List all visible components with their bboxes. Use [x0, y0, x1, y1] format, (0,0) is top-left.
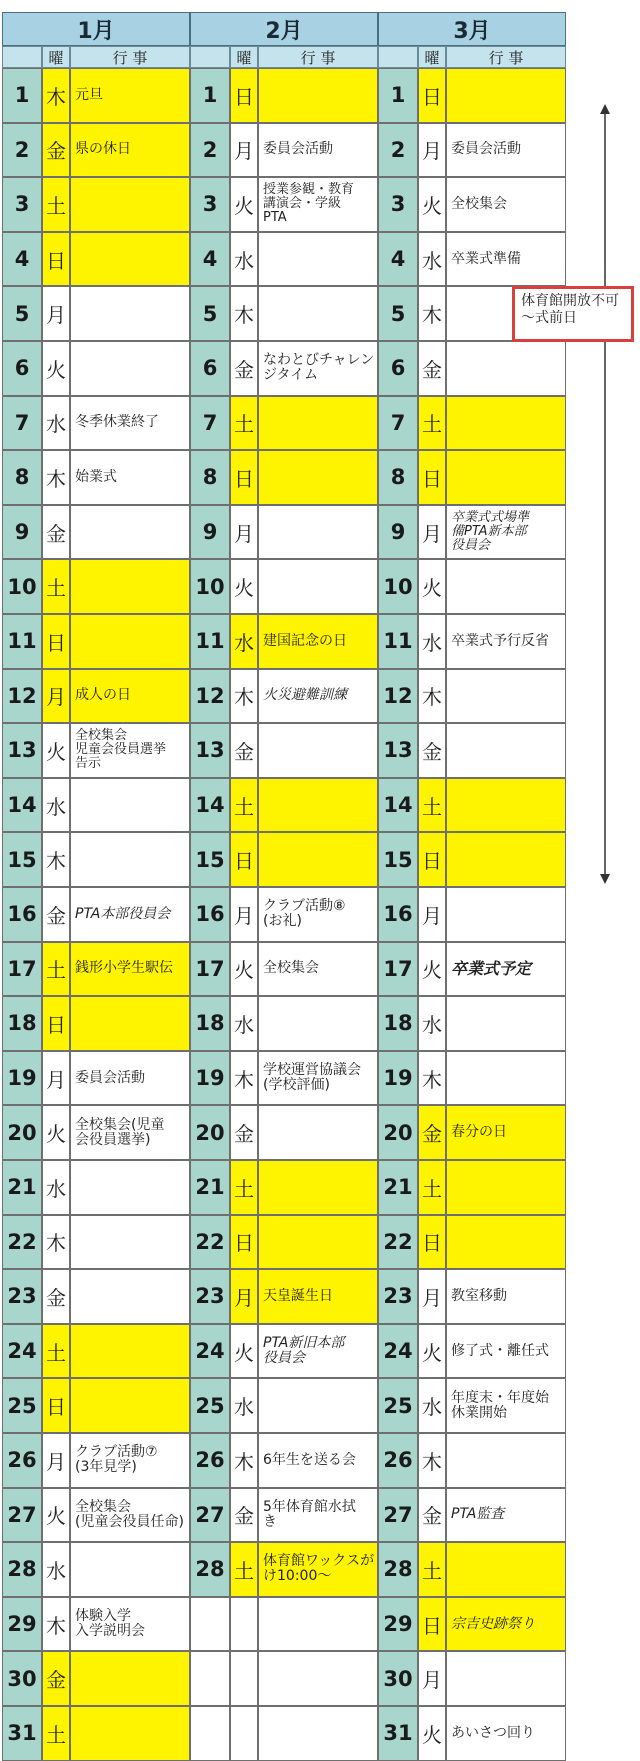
- day-number: 22: [190, 1215, 230, 1270]
- weekday: 月: [418, 123, 446, 178]
- empty-cell: [230, 1597, 258, 1652]
- day-number: 10: [190, 559, 230, 614]
- weekday: 月: [42, 669, 70, 724]
- event-cell: [446, 887, 566, 942]
- day-number: 7: [378, 396, 418, 451]
- day-number: 21: [378, 1160, 418, 1215]
- day-number: 8: [378, 450, 418, 505]
- event-cell: [446, 778, 566, 833]
- event-cell: 教室移動: [446, 1269, 566, 1324]
- event-cell: 全校集会: [446, 177, 566, 232]
- event-cell: [446, 1542, 566, 1597]
- day-number: 18: [190, 996, 230, 1051]
- weekday: 水: [418, 232, 446, 287]
- empty-cell: [258, 1651, 378, 1706]
- day-number: 14: [190, 778, 230, 833]
- weekday: 金: [230, 723, 258, 778]
- event-cell: 委員会活動: [446, 123, 566, 178]
- weekday-header: 曜: [418, 46, 446, 68]
- event-cell: [258, 1378, 378, 1433]
- event-cell: PTA本部役員会: [70, 887, 190, 942]
- event-cell: [258, 778, 378, 833]
- weekday: 金: [230, 1105, 258, 1160]
- weekday: 日: [230, 832, 258, 887]
- weekday: 土: [42, 942, 70, 997]
- period-arrow-icon: [600, 104, 610, 884]
- weekday: 金: [42, 1651, 70, 1706]
- weekday: 水: [230, 996, 258, 1051]
- weekday: 木: [418, 1051, 446, 1106]
- weekday: 土: [230, 396, 258, 451]
- weekday: 日: [418, 450, 446, 505]
- event-cell: [446, 68, 566, 123]
- day-number: 3: [2, 177, 42, 232]
- blank-header: [190, 46, 230, 68]
- weekday: 月: [42, 1051, 70, 1106]
- day-number: 20: [378, 1105, 418, 1160]
- event-cell: [70, 1651, 190, 1706]
- weekday: 日: [418, 1597, 446, 1652]
- day-number: 10: [2, 559, 42, 614]
- event-cell: [446, 341, 566, 396]
- empty-cell: [190, 1597, 230, 1652]
- weekday: 木: [42, 832, 70, 887]
- event-cell: 卒業式式場準 備PTA新本部 役員会: [446, 505, 566, 560]
- day-number: 28: [2, 1542, 42, 1597]
- weekday: 土: [42, 559, 70, 614]
- weekday: 水: [418, 996, 446, 1051]
- day-number: 30: [378, 1651, 418, 1706]
- weekday: 金: [230, 1488, 258, 1543]
- day-number: 14: [378, 778, 418, 833]
- weekday: 水: [418, 1378, 446, 1433]
- event-cell: [446, 396, 566, 451]
- blank-header: [2, 46, 42, 68]
- event-cell: [70, 1378, 190, 1433]
- empty-cell: [190, 1706, 230, 1761]
- event-cell: [446, 1160, 566, 1215]
- event-cell: [446, 450, 566, 505]
- weekday: 日: [42, 232, 70, 287]
- weekday: 水: [42, 1542, 70, 1597]
- weekday: 木: [418, 286, 446, 341]
- event-cell: [70, 1215, 190, 1270]
- weekday: 月: [230, 505, 258, 560]
- day-number: 31: [2, 1706, 42, 1761]
- day-number: 6: [190, 341, 230, 396]
- event-cell: あいさつ回り: [446, 1706, 566, 1761]
- weekday: 火: [418, 177, 446, 232]
- day-number: 20: [2, 1105, 42, 1160]
- event-cell: 天皇誕生日: [258, 1269, 378, 1324]
- day-number: 20: [190, 1105, 230, 1160]
- blank-header: [378, 46, 418, 68]
- event-cell: [70, 996, 190, 1051]
- weekday: 火: [230, 177, 258, 232]
- event-cell: 授業参観・教育 講演会・学級 PTA: [258, 177, 378, 232]
- day-number: 12: [2, 669, 42, 724]
- day-number: 23: [2, 1269, 42, 1324]
- weekday: 月: [42, 1433, 70, 1488]
- day-number: 3: [378, 177, 418, 232]
- day-number: 17: [378, 942, 418, 997]
- event-cell: [446, 559, 566, 614]
- empty-cell: [190, 1651, 230, 1706]
- weekday: 火: [418, 1324, 446, 1379]
- day-number: 25: [190, 1378, 230, 1433]
- event-cell: [258, 559, 378, 614]
- weekday: 金: [42, 1269, 70, 1324]
- weekday: 木: [418, 1433, 446, 1488]
- day-number: 13: [378, 723, 418, 778]
- day-number: 2: [2, 123, 42, 178]
- day-number: 14: [2, 778, 42, 833]
- weekday: 日: [418, 1215, 446, 1270]
- day-number: 9: [2, 505, 42, 560]
- event-cell: 銭形小学生駅伝: [70, 942, 190, 997]
- empty-cell: [230, 1651, 258, 1706]
- day-number: 15: [2, 832, 42, 887]
- weekday: 金: [230, 341, 258, 396]
- weekday: 水: [230, 1378, 258, 1433]
- month-header: 2月: [190, 12, 378, 46]
- day-number: 27: [378, 1488, 418, 1543]
- day-number: 10: [378, 559, 418, 614]
- event-cell: [446, 1215, 566, 1270]
- day-number: 18: [2, 996, 42, 1051]
- weekday: 土: [418, 778, 446, 833]
- event-cell: 体育館ワックスが け10:00～: [258, 1542, 378, 1597]
- weekday: 土: [418, 1542, 446, 1597]
- day-number: 27: [190, 1488, 230, 1543]
- event-cell: 年度末・年度始 休業開始: [446, 1378, 566, 1433]
- weekday: 日: [230, 1215, 258, 1270]
- day-number: 24: [2, 1324, 42, 1379]
- day-number: 21: [2, 1160, 42, 1215]
- weekday: 金: [42, 505, 70, 560]
- event-cell: 成人の日: [70, 669, 190, 724]
- day-number: 9: [190, 505, 230, 560]
- weekday: 火: [230, 559, 258, 614]
- weekday: 月: [230, 1269, 258, 1324]
- event-cell: [446, 1433, 566, 1488]
- weekday: 月: [230, 123, 258, 178]
- day-number: 28: [190, 1542, 230, 1597]
- empty-cell: [230, 1706, 258, 1761]
- weekday: 日: [42, 996, 70, 1051]
- weekday: 火: [42, 1488, 70, 1543]
- weekday: 金: [418, 1488, 446, 1543]
- weekday: 金: [42, 123, 70, 178]
- day-number: 5: [190, 286, 230, 341]
- weekday: 土: [42, 177, 70, 232]
- event-cell: [258, 1215, 378, 1270]
- weekday: 木: [230, 1433, 258, 1488]
- event-cell: [70, 1706, 190, 1761]
- day-number: 15: [190, 832, 230, 887]
- event-cell: [70, 1324, 190, 1379]
- event-cell: 卒業式準備: [446, 232, 566, 287]
- event-cell: 体験入学 入学説明会: [70, 1597, 190, 1652]
- event-header: 行 事: [70, 46, 190, 68]
- weekday: 木: [42, 68, 70, 123]
- event-cell: 全校集会(児童 会役員選挙): [70, 1105, 190, 1160]
- event-cell: [258, 396, 378, 451]
- event-cell: クラブ活動⑦ (3年見学): [70, 1433, 190, 1488]
- day-number: 24: [190, 1324, 230, 1379]
- weekday: 月: [418, 1269, 446, 1324]
- day-number: 1: [2, 68, 42, 123]
- weekday: 日: [418, 68, 446, 123]
- event-cell: [258, 1160, 378, 1215]
- weekday: 土: [42, 1324, 70, 1379]
- event-cell: 卒業式予定: [446, 942, 566, 997]
- weekday: 日: [42, 614, 70, 669]
- weekday: 水: [230, 232, 258, 287]
- event-cell: 全校集会: [258, 942, 378, 997]
- day-number: 2: [190, 123, 230, 178]
- event-cell: クラブ活動⑧ (お礼): [258, 887, 378, 942]
- day-number: 25: [378, 1378, 418, 1433]
- event-cell: 委員会活動: [70, 1051, 190, 1106]
- weekday: 火: [42, 723, 70, 778]
- day-number: 27: [2, 1488, 42, 1543]
- day-number: 11: [378, 614, 418, 669]
- day-number: 4: [2, 232, 42, 287]
- event-cell: 5年体育館水拭 き: [258, 1488, 378, 1543]
- day-number: 1: [190, 68, 230, 123]
- weekday: 火: [230, 1324, 258, 1379]
- day-number: 23: [190, 1269, 230, 1324]
- day-number: 6: [378, 341, 418, 396]
- event-cell: 火災避難訓練: [258, 669, 378, 724]
- weekday: 火: [230, 942, 258, 997]
- event-cell: 県の休日: [70, 123, 190, 178]
- day-number: 4: [190, 232, 230, 287]
- weekday: 木: [418, 669, 446, 724]
- month-header: 1月: [2, 12, 190, 46]
- event-cell: [70, 832, 190, 887]
- day-number: 13: [190, 723, 230, 778]
- event-cell: 建国記念の日: [258, 614, 378, 669]
- event-cell: 委員会活動: [258, 123, 378, 178]
- day-number: 13: [2, 723, 42, 778]
- day-number: 23: [378, 1269, 418, 1324]
- event-cell: [70, 559, 190, 614]
- event-cell: [70, 1269, 190, 1324]
- day-number: 5: [2, 286, 42, 341]
- event-cell: [258, 68, 378, 123]
- event-cell: [70, 177, 190, 232]
- day-number: 26: [378, 1433, 418, 1488]
- weekday: 水: [42, 778, 70, 833]
- event-header: 行 事: [258, 46, 378, 68]
- day-number: 1: [378, 68, 418, 123]
- event-cell: [70, 286, 190, 341]
- day-number: 26: [190, 1433, 230, 1488]
- event-cell: [70, 778, 190, 833]
- event-cell: [446, 669, 566, 724]
- weekday: 木: [230, 669, 258, 724]
- event-cell: [258, 723, 378, 778]
- weekday: 日: [230, 68, 258, 123]
- event-cell: [446, 1051, 566, 1106]
- weekday: 日: [230, 450, 258, 505]
- day-number: 29: [2, 1597, 42, 1652]
- day-number: 2: [378, 123, 418, 178]
- event-cell: 冬季休業終了: [70, 396, 190, 451]
- day-number: 3: [190, 177, 230, 232]
- event-cell: PTA監査: [446, 1488, 566, 1543]
- weekday: 木: [42, 450, 70, 505]
- weekday-header: 曜: [42, 46, 70, 68]
- weekday: 日: [418, 832, 446, 887]
- weekday: 金: [42, 887, 70, 942]
- weekday: 火: [418, 559, 446, 614]
- event-cell: 修了式・離任式: [446, 1324, 566, 1379]
- weekday: 月: [418, 505, 446, 560]
- day-number: 21: [190, 1160, 230, 1215]
- day-number: 26: [2, 1433, 42, 1488]
- gym-closure-note: 体育館開放不可 ～式前日: [512, 286, 634, 342]
- weekday: 月: [418, 887, 446, 942]
- weekday: 土: [230, 778, 258, 833]
- day-number: 7: [190, 396, 230, 451]
- event-cell: [446, 996, 566, 1051]
- event-cell: [446, 832, 566, 887]
- weekday: 木: [230, 1051, 258, 1106]
- weekday: 木: [42, 1597, 70, 1652]
- event-cell: 宗吉史跡祭り: [446, 1597, 566, 1652]
- day-number: 12: [190, 669, 230, 724]
- event-cell: [446, 1651, 566, 1706]
- weekday: 火: [42, 1105, 70, 1160]
- day-number: 8: [190, 450, 230, 505]
- day-number: 4: [378, 232, 418, 287]
- day-number: 6: [2, 341, 42, 396]
- weekday: 水: [230, 614, 258, 669]
- day-number: 11: [2, 614, 42, 669]
- weekday: 土: [230, 1542, 258, 1597]
- event-cell: 始業式: [70, 450, 190, 505]
- event-cell: [70, 341, 190, 396]
- day-number: 17: [2, 942, 42, 997]
- weekday: 金: [418, 1105, 446, 1160]
- event-cell: 春分の日: [446, 1105, 566, 1160]
- event-cell: [258, 232, 378, 287]
- day-number: 5: [378, 286, 418, 341]
- event-cell: [258, 996, 378, 1051]
- event-cell: [70, 505, 190, 560]
- weekday: 土: [418, 1160, 446, 1215]
- weekday: 土: [42, 1706, 70, 1761]
- day-number: 19: [190, 1051, 230, 1106]
- day-number: 16: [2, 887, 42, 942]
- day-number: 25: [2, 1378, 42, 1433]
- day-number: 8: [2, 450, 42, 505]
- weekday: 火: [42, 341, 70, 396]
- weekday-header: 曜: [230, 46, 258, 68]
- event-cell: [258, 832, 378, 887]
- event-cell: [258, 450, 378, 505]
- event-cell: 全校集会 児童会役員選挙 告示: [70, 723, 190, 778]
- day-number: 19: [2, 1051, 42, 1106]
- event-cell: [446, 723, 566, 778]
- month-header: 3月: [378, 12, 566, 46]
- day-number: 16: [378, 887, 418, 942]
- empty-cell: [258, 1706, 378, 1761]
- event-header: 行 事: [446, 46, 566, 68]
- weekday: 火: [418, 942, 446, 997]
- event-cell: 6年生を送る会: [258, 1433, 378, 1488]
- day-number: 12: [378, 669, 418, 724]
- day-number: 9: [378, 505, 418, 560]
- day-number: 17: [190, 942, 230, 997]
- event-cell: [70, 232, 190, 287]
- weekday: 土: [230, 1160, 258, 1215]
- event-cell: [70, 614, 190, 669]
- weekday: 月: [42, 286, 70, 341]
- day-number: 19: [378, 1051, 418, 1106]
- day-number: 22: [378, 1215, 418, 1270]
- event-cell: [258, 286, 378, 341]
- day-number: 16: [190, 887, 230, 942]
- event-cell: 学校運営協議会 (学校評価): [258, 1051, 378, 1106]
- weekday: 金: [418, 341, 446, 396]
- weekday: 月: [230, 887, 258, 942]
- day-number: 29: [378, 1597, 418, 1652]
- event-cell: PTA新旧本部 役員会: [258, 1324, 378, 1379]
- weekday: 火: [418, 1706, 446, 1761]
- weekday: 月: [418, 1651, 446, 1706]
- weekday: 水: [418, 614, 446, 669]
- weekday: 土: [418, 396, 446, 451]
- day-number: 31: [378, 1706, 418, 1761]
- weekday: 日: [42, 1378, 70, 1433]
- event-cell: なわとびチャレン ジタイム: [258, 341, 378, 396]
- day-number: 22: [2, 1215, 42, 1270]
- day-number: 18: [378, 996, 418, 1051]
- empty-cell: [258, 1597, 378, 1652]
- event-cell: [258, 505, 378, 560]
- event-cell: [258, 1105, 378, 1160]
- weekday: 木: [42, 1215, 70, 1270]
- event-cell: [70, 1160, 190, 1215]
- day-number: 28: [378, 1542, 418, 1597]
- weekday: 水: [42, 396, 70, 451]
- event-cell: [70, 1542, 190, 1597]
- event-cell: 全校集会 (児童会役員任命): [70, 1488, 190, 1543]
- day-number: 30: [2, 1651, 42, 1706]
- weekday: 金: [418, 723, 446, 778]
- day-number: 11: [190, 614, 230, 669]
- school-calendar: [2, 12, 638, 1747]
- weekday: 木: [230, 286, 258, 341]
- event-cell: 卒業式予行反省: [446, 614, 566, 669]
- day-number: 24: [378, 1324, 418, 1379]
- day-number: 15: [378, 832, 418, 887]
- weekday: 水: [42, 1160, 70, 1215]
- day-number: 7: [2, 396, 42, 451]
- event-cell: 元旦: [70, 68, 190, 123]
